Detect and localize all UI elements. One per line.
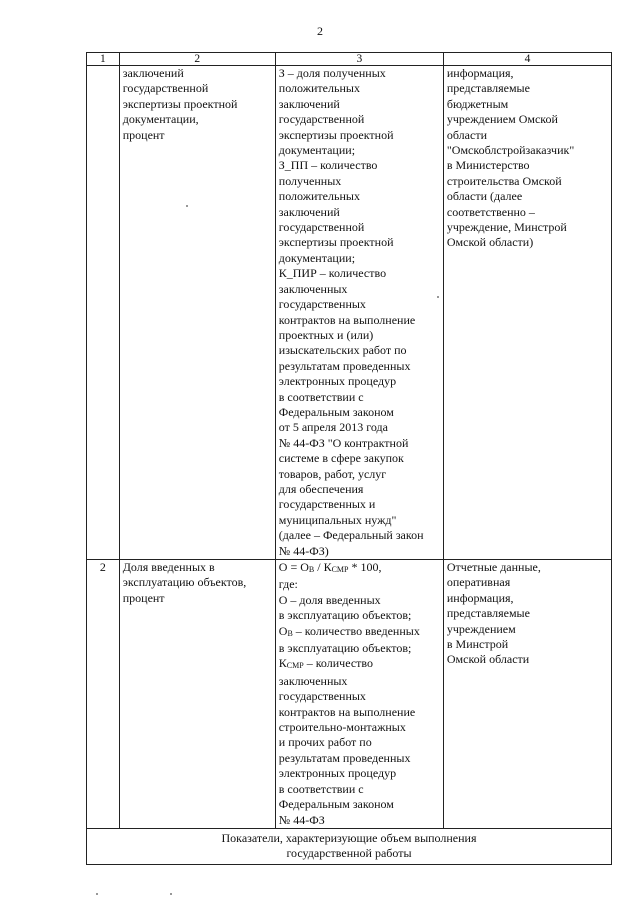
header-col-2: 2 <box>119 53 275 66</box>
table-header-row <box>87 53 612 66</box>
text-line: государственной <box>278 220 365 235</box>
text-line: документации; <box>278 250 356 265</box>
text-line: системе в сфере закупок <box>278 451 404 466</box>
text-line: К_ПИР – количество <box>278 266 387 281</box>
text-line: государственных и <box>278 497 376 512</box>
text-line: З – доля полученных <box>278 66 386 80</box>
scan-speck <box>96 893 98 895</box>
text-line: № 44-ФЗ "О контрактной <box>278 435 409 450</box>
text-line: товаров, работ, услуг <box>278 466 387 481</box>
scan-speck <box>437 296 439 298</box>
formula-symbol: К <box>323 560 332 574</box>
text-line: муниципальных нужд" <box>278 512 397 527</box>
text-line: результатам проведенных <box>278 358 411 373</box>
indicators-table <box>86 52 612 865</box>
indicator-name-cell <box>119 560 275 829</box>
table-row-continued <box>87 66 612 560</box>
text-line: Омской области) <box>446 235 534 250</box>
text-line: для обеспечения <box>278 481 364 496</box>
text-line: государственных <box>278 689 366 704</box>
formula-operator: * 100, <box>348 560 382 574</box>
indicator-name-cell <box>119 66 275 560</box>
section-title-cell <box>87 828 612 864</box>
formula-symbol: К <box>278 656 287 671</box>
formula-subscript: В <box>287 628 293 638</box>
text-line: проектных и (или) <box>278 327 374 342</box>
definition-line <box>279 624 440 641</box>
text-line: контрактов на выполнение <box>278 312 416 327</box>
formula-line <box>279 560 440 577</box>
text-line: информация, <box>446 66 514 80</box>
text-line: № 44-ФЗ <box>278 812 325 827</box>
text-line: экспертизы проектной <box>278 127 394 142</box>
text-line: Омской области <box>446 652 530 667</box>
formula-symbol: О <box>300 560 309 574</box>
formula-subscript: СМР <box>331 565 349 574</box>
text-line: полученных <box>278 173 342 188</box>
text-line: учреждением Омской <box>446 112 558 127</box>
text-line: положительных <box>278 81 360 96</box>
text-line: О – доля введенных <box>278 592 381 607</box>
scan-speck <box>170 893 172 895</box>
text-line: экспертизы проектной <box>122 96 238 111</box>
text-line: государственной <box>278 112 365 127</box>
text-line: учреждение, Минстрой <box>446 220 567 235</box>
text-line: "Омскоблстройзаказчик" <box>446 143 575 158</box>
row-number-cell: 2 <box>87 560 120 829</box>
text-line: № 44-ФЗ) <box>278 543 329 558</box>
text-line: заключений <box>278 96 340 111</box>
text-line: документации, <box>122 112 199 127</box>
row-number-cell <box>87 66 120 560</box>
text-line: в эксплуатацию объектов; <box>278 641 412 656</box>
text-line: и прочих работ по <box>278 735 372 750</box>
text-line: эксплуатацию объектов, <box>122 575 247 590</box>
text-line: Доля введенных в <box>122 560 215 574</box>
text-line: изыскательских работ по <box>278 343 407 358</box>
text-line: в Министерство <box>446 158 530 173</box>
table-row-2 <box>87 560 612 829</box>
text-line: области (далее <box>446 189 523 204</box>
definition-text: – количество <box>303 656 373 671</box>
text-line: строительства Омской <box>446 173 562 188</box>
text-line: где: <box>278 577 298 592</box>
text-line: в соответствии с <box>278 389 364 404</box>
header-col-1: 1 <box>87 53 120 66</box>
definition-text: – количество введенных <box>292 623 420 638</box>
text-line: от 5 апреля 2013 года <box>278 420 388 435</box>
text-line: Федеральным законом <box>278 797 394 812</box>
formula-operator: / <box>314 560 324 574</box>
text-line: оперативная <box>446 575 511 590</box>
section-title-row <box>87 828 612 864</box>
text-line: экспертизы проектной <box>278 235 394 250</box>
text-line: документации; <box>278 143 356 158</box>
header-col-3: 3 <box>275 53 443 66</box>
text-line: результатам проведенных <box>278 750 411 765</box>
formula-cell <box>275 66 443 560</box>
text-line: заключенных <box>278 281 348 296</box>
text-line: (далее – Федеральный закон <box>278 528 424 543</box>
formula-operator: = <box>287 560 301 574</box>
text-line: соответственно – <box>446 204 535 219</box>
text-line: заключений <box>122 66 184 80</box>
text-line: заключений <box>278 204 340 219</box>
formula-symbol: О <box>278 623 288 638</box>
text-line: процент <box>122 590 165 605</box>
text-line: представляемые <box>446 81 530 96</box>
formula-subscript: СМР <box>286 661 304 671</box>
text-line: в соответствии с <box>278 781 364 796</box>
data-source-cell <box>443 560 611 829</box>
text-line: процент <box>122 127 165 142</box>
section-title-line: Показатели, характеризующие объем выполнения <box>221 830 477 845</box>
section-title-line: государственной работы <box>286 846 412 861</box>
header-col-4: 4 <box>443 53 611 66</box>
text-line: учреждением <box>446 621 516 636</box>
text-line: в эксплуатацию объектов; <box>278 608 412 623</box>
text-line: бюджетным <box>446 96 509 111</box>
data-source-cell <box>443 66 611 560</box>
text-line: электронных процедур <box>278 766 397 781</box>
scan-speck <box>186 205 188 207</box>
text-line: Федеральным законом <box>278 404 394 419</box>
text-line: Отчетные данные, <box>446 560 541 574</box>
text-line: в Минстрой <box>446 637 509 652</box>
formula-cell <box>275 560 443 829</box>
text-line: государственных <box>278 297 366 312</box>
text-line: области <box>446 127 487 142</box>
definition-line <box>279 656 440 673</box>
text-line: электронных процедур <box>278 374 397 389</box>
text-line: положительных <box>278 189 360 204</box>
text-line: информация, <box>446 590 514 605</box>
formula-subscript: В <box>308 565 315 574</box>
text-line: строительно-монтажных <box>278 720 406 735</box>
text-line: З_ПП – количество <box>278 158 378 173</box>
formula-symbol: О <box>278 560 288 574</box>
text-line: заключенных <box>278 673 348 688</box>
text-line: контрактов на выполнение <box>278 704 416 719</box>
page-number: 2 <box>317 24 323 38</box>
text-line: представляемые <box>446 606 530 621</box>
text-line: государственной <box>122 81 209 96</box>
